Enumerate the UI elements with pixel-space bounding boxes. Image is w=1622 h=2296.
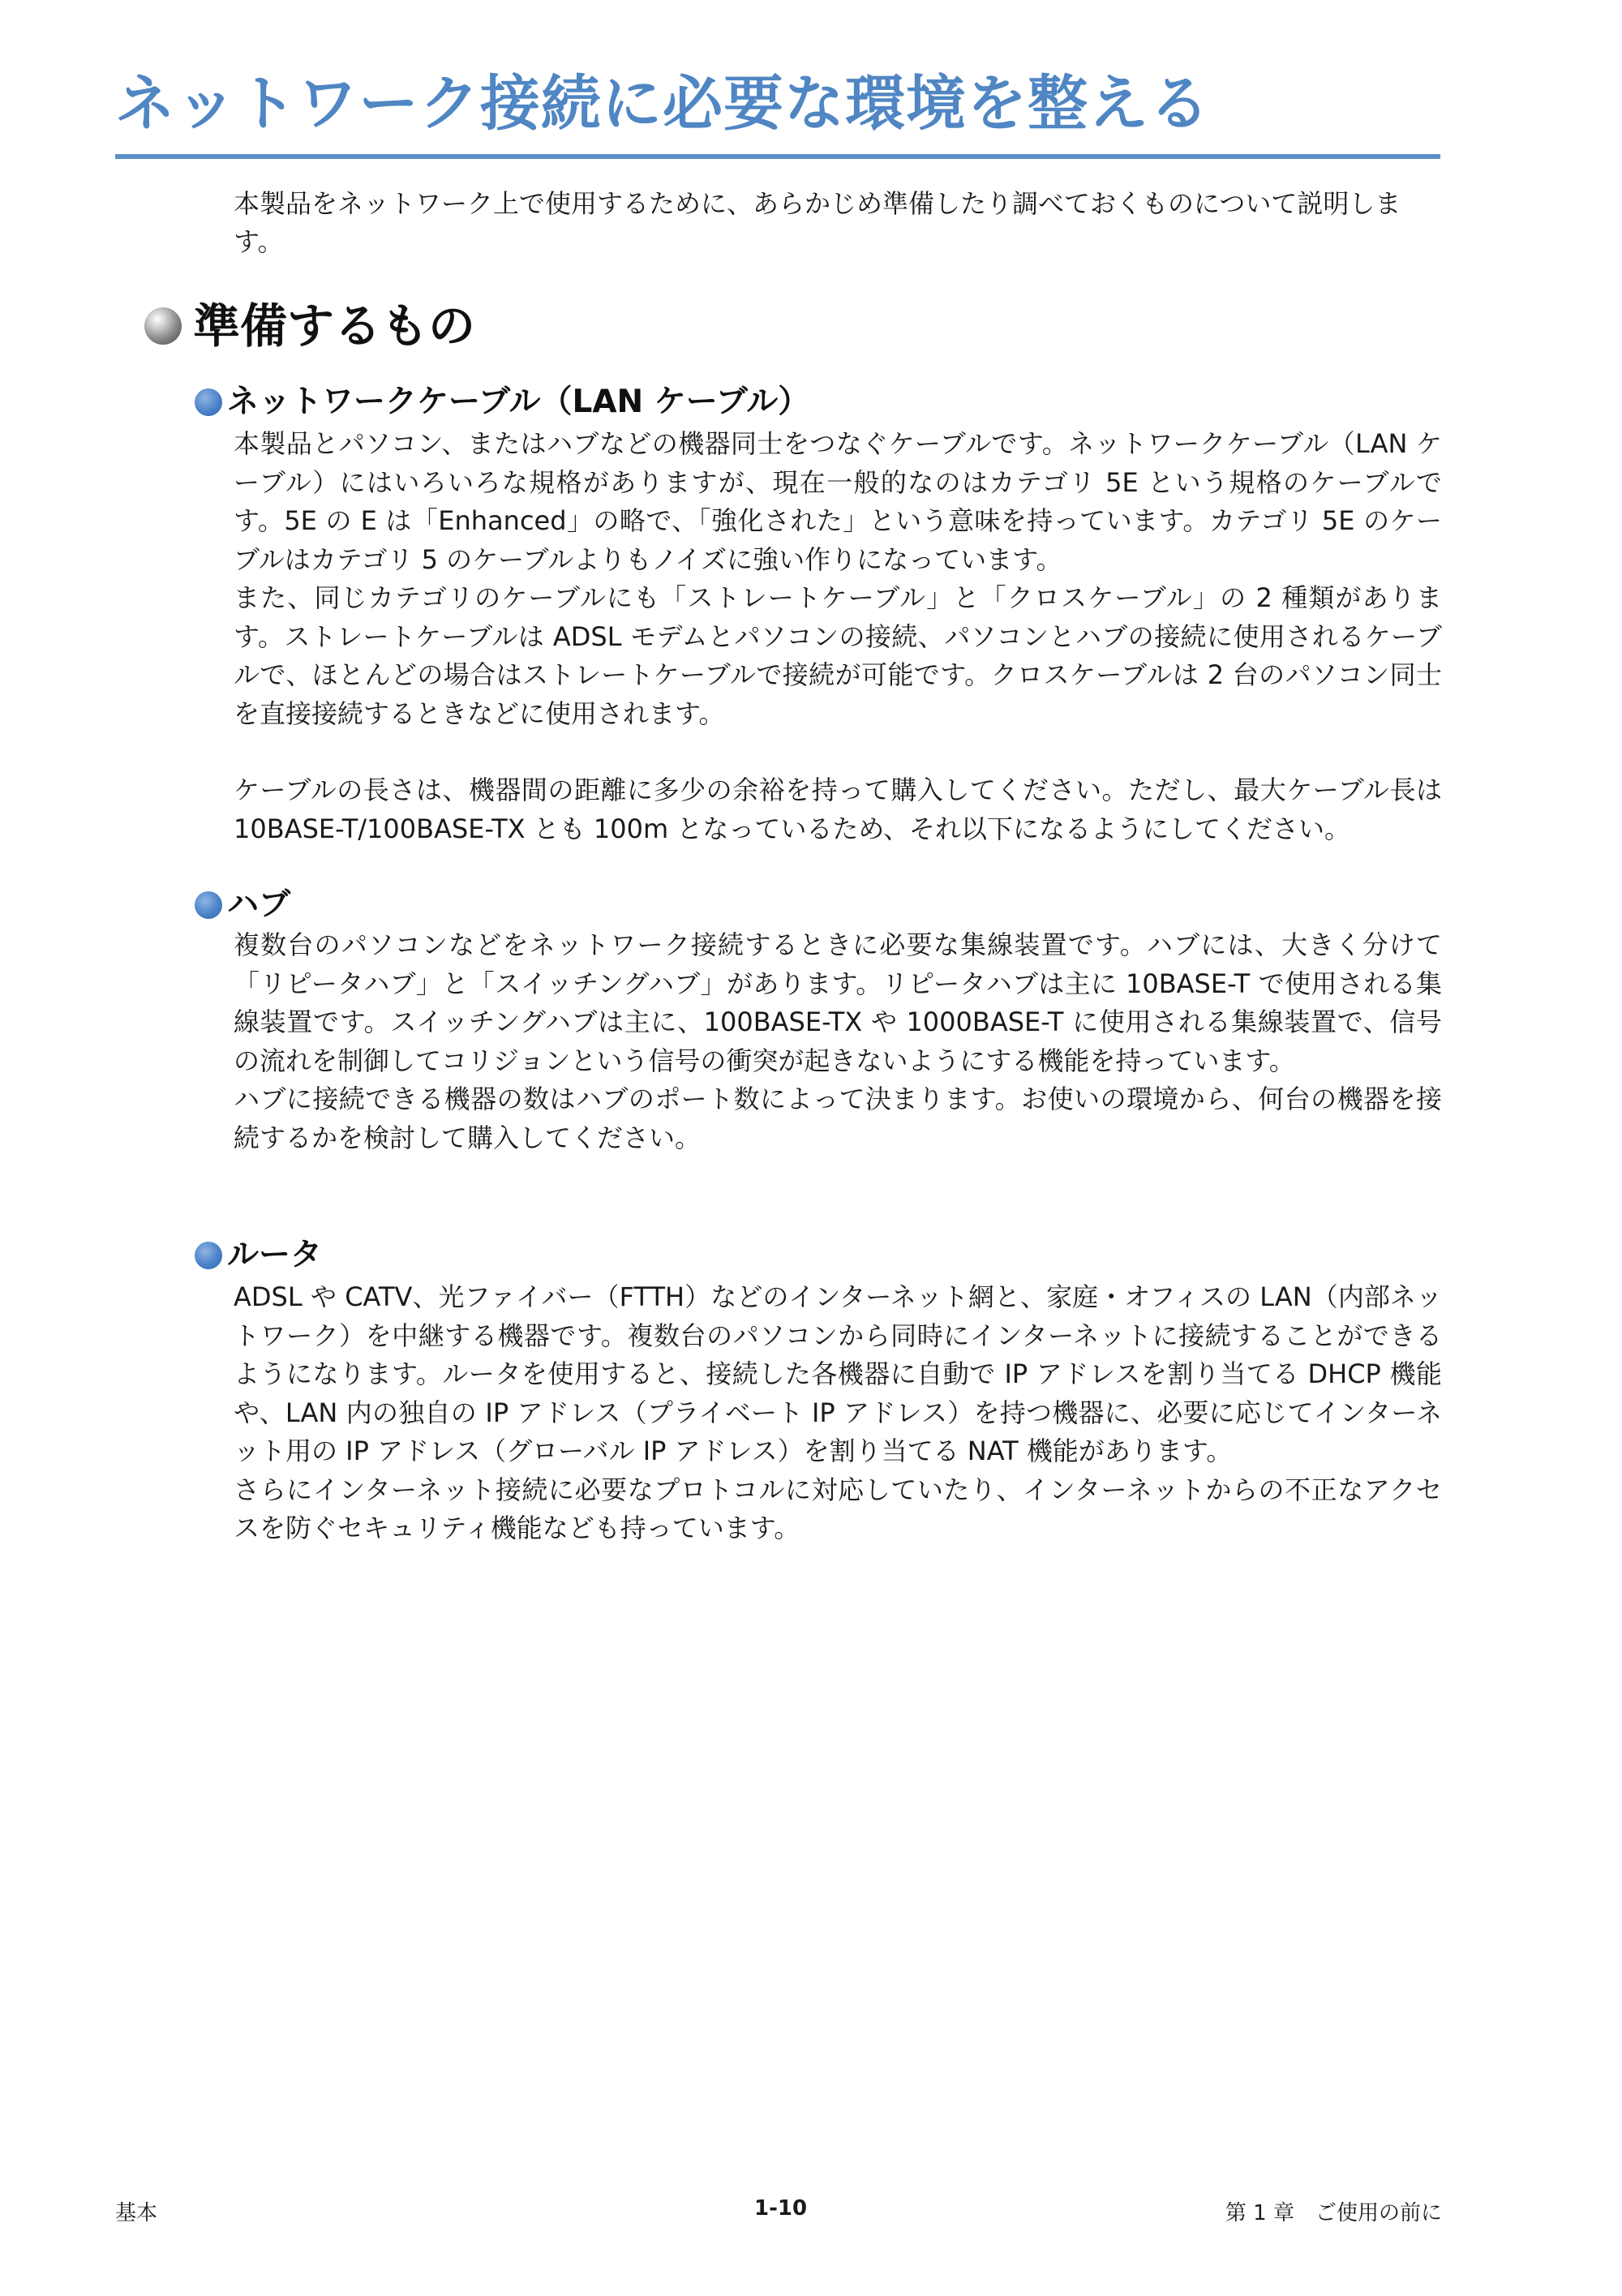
paragraph: ハブに接続できる機器の数はハブのポート数によって決まります。お使いの環境から、何台の機器を接続するかを検討して購入してください。 [234,1084,1442,1153]
paragraph: ケーブルの長さは、機器間の距離に多少の余裕を持って購入してください。ただし、最大ケーブル長は 10BASE-T/100BASE-TX とも 100m となっているため、それ以下になるようにしてください。 [234,775,1442,844]
page-title: ネットワーク接続に必要な環境を整える [115,69,1210,139]
subsection-body-hub [234,926,1442,1157]
section-heading [144,294,475,358]
blue-dot-bullet-icon [195,891,222,919]
subsection-heading-router [195,1234,322,1277]
subsection-body-lan-cable [234,425,1442,848]
subsection-title: ルータ [227,1237,323,1273]
paragraph: 複数台のパソコンなどをネットワーク接続するときに必要な集線装置です。ハブには、大きく分けて「リピータハブ」と「スイッチングハブ」があります。リピータハブは主に 10BASE-T で使用される集線装置です。スイッチングハブは主に、100BASE-TX や 1000BASE-T に使用される集線装置で、信号の流れを制御してコリジョンという信号の衝突が起きないようにする機能を持っています。 [234,929,1442,1076]
title-rule [115,154,1440,159]
intro-paragraph: 本製品をネットワーク上で使用するために、あらかじめ準備したり調べておくものについて説明します。 [234,188,1401,257]
blue-dot-bullet-icon [195,1242,222,1269]
footer-page-number: 1-10 [754,2196,808,2221]
paragraph: さらにインターネット接続に必要なプロトコルに対応していたり、インターネットからの不正なアクセスを防ぐセキュリティ機能なども持っています。 [234,1474,1442,1543]
paragraph: ADSL や CATV、光ファイバー（FTTH）などのインターネット網と、家庭・オフィスの LAN（内部ネットワーク）を中継する機器です。複数台のパソコンから同時にインターネットに接続することができるようになります。ルータを使用すると、接続した各機器に自動で IP アドレスを割り当てる DHCP 機能や、LAN 内の独自の IP アドレス（プライベート IP アドレス）を持つ機器に、必要に応じてインターネット用の IP アドレス（グローバル IP アドレス）を割り当てる NAT 機能があります。 [234,1281,1442,1466]
paragraph: 本製品とパソコン、またはハブなどの機器同士をつなぐケーブルです。ネットワークケーブル（LAN ケーブル）にはいろいろな規格がありますが、現在一般的なのはカテゴリ 5E という規格のケーブルです。5E の E は「Enhanced」の略で、「強化された」という意味を持っています。カテゴリ 5E のケーブルはカテゴリ 5 のケーブルよりもノイズに強い作りになっています。 [234,428,1442,575]
footer-section-label: 基本 [115,2201,158,2225]
subsection-heading-hub [195,884,290,926]
subsection-heading-lan-cable [195,381,809,423]
section-title: 準備するもの [193,298,476,354]
paragraph: また、同じカテゴリのケーブルにも「ストレートケーブル」と「クロスケーブル」の 2 種類があります。ストレートケーブルは ADSL モデムとパソコンの接続、パソコンとハブの接続に使用されるケーブルで、ほとんどの場合はストレートケーブルで接続が可能です。クロスケーブルは 2 台のパソコン同士を直接接続するときなどに使用されます。 [234,582,1442,729]
gray-sphere-bullet-icon [144,307,182,345]
footer-chapter-label: 第 1 章 ご使用の前に [1225,2201,1442,2225]
subsection-title: ネットワークケーブル（LAN ケーブル） [227,384,810,420]
subsection-title: ハブ [227,886,291,923]
blue-dot-bullet-icon [195,388,222,416]
subsection-body-router [234,1278,1442,1548]
